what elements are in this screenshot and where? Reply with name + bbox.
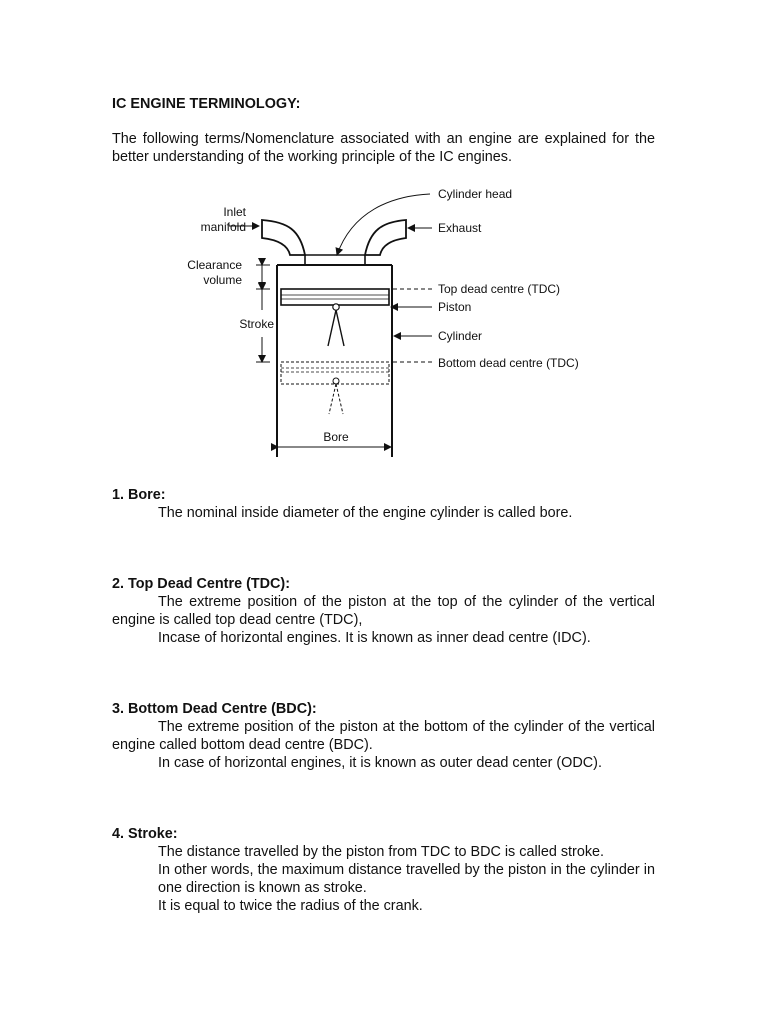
section-heading: 2. Top Dead Centre (TDC): (112, 576, 291, 592)
section-line: In other words, the maximum distance travelled by the piston in the cylinder in one direction is known as stroke. (158, 862, 655, 896)
section-line: The extreme position of the piston at the bottom of the cylinder of the vertical engine called bottom dead centre (BDC). (112, 719, 655, 753)
section-line: It is equal to twice the radius of the crank. (158, 898, 423, 914)
label-clearance-line1: Clearance (187, 258, 242, 272)
piston-bdc-outline (281, 362, 389, 414)
label-clearance-line2: volume (203, 273, 242, 287)
section-heading: 1. Bore: (112, 487, 166, 503)
section-line: Incase of horizontal engines. It is known as inner dead centre (IDC). (158, 630, 591, 646)
section-bore (112, 486, 655, 522)
section-tdc (112, 575, 655, 647)
label-tdc: Top dead centre (TDC) (438, 282, 561, 296)
engine-diagram (150, 180, 620, 465)
label-bdc: Bottom dead centre (TDC) (438, 356, 579, 370)
label-exhaust: Exhaust (438, 221, 482, 235)
label-inlet-line2: manifold (200, 220, 246, 234)
inlet-port (262, 220, 305, 255)
label-cylinder-head: Cylinder head (438, 187, 513, 201)
cylinder-head (277, 255, 392, 265)
section-line: In case of horizontal engines, it is known as outer dead center (ODC). (158, 755, 602, 771)
label-stroke: Stroke (239, 317, 274, 331)
page-title: IC ENGINE TERMINOLOGY: (112, 96, 301, 112)
exhaust-port (365, 220, 406, 255)
section-line: The distance travelled by the piston from TDC to BDC is called stroke. (158, 844, 605, 860)
label-bore: Bore (323, 430, 349, 444)
section-line: The extreme position of the piston at the top of the cylinder of the vertical engine is called top dead centre (TDC), (112, 594, 655, 628)
label-inlet-line1: Inlet (223, 205, 246, 219)
section-heading: 3. Bottom Dead Centre (BDC): (112, 701, 317, 717)
intro-paragraph: The following terms/Nomenclature associated with an engine are explained for the better understanding of the working principle of the IC engines. (112, 131, 655, 165)
piston (281, 289, 389, 346)
section-line: The nominal inside diameter of the engine cylinder is called bore. (158, 505, 573, 521)
clearance-dimension (256, 258, 270, 289)
section-bdc (112, 700, 655, 772)
label-piston: Piston (438, 300, 472, 314)
section-stroke (112, 825, 655, 915)
label-cylinder: Cylinder (438, 329, 483, 343)
section-heading: 4. Stroke: (112, 826, 178, 842)
